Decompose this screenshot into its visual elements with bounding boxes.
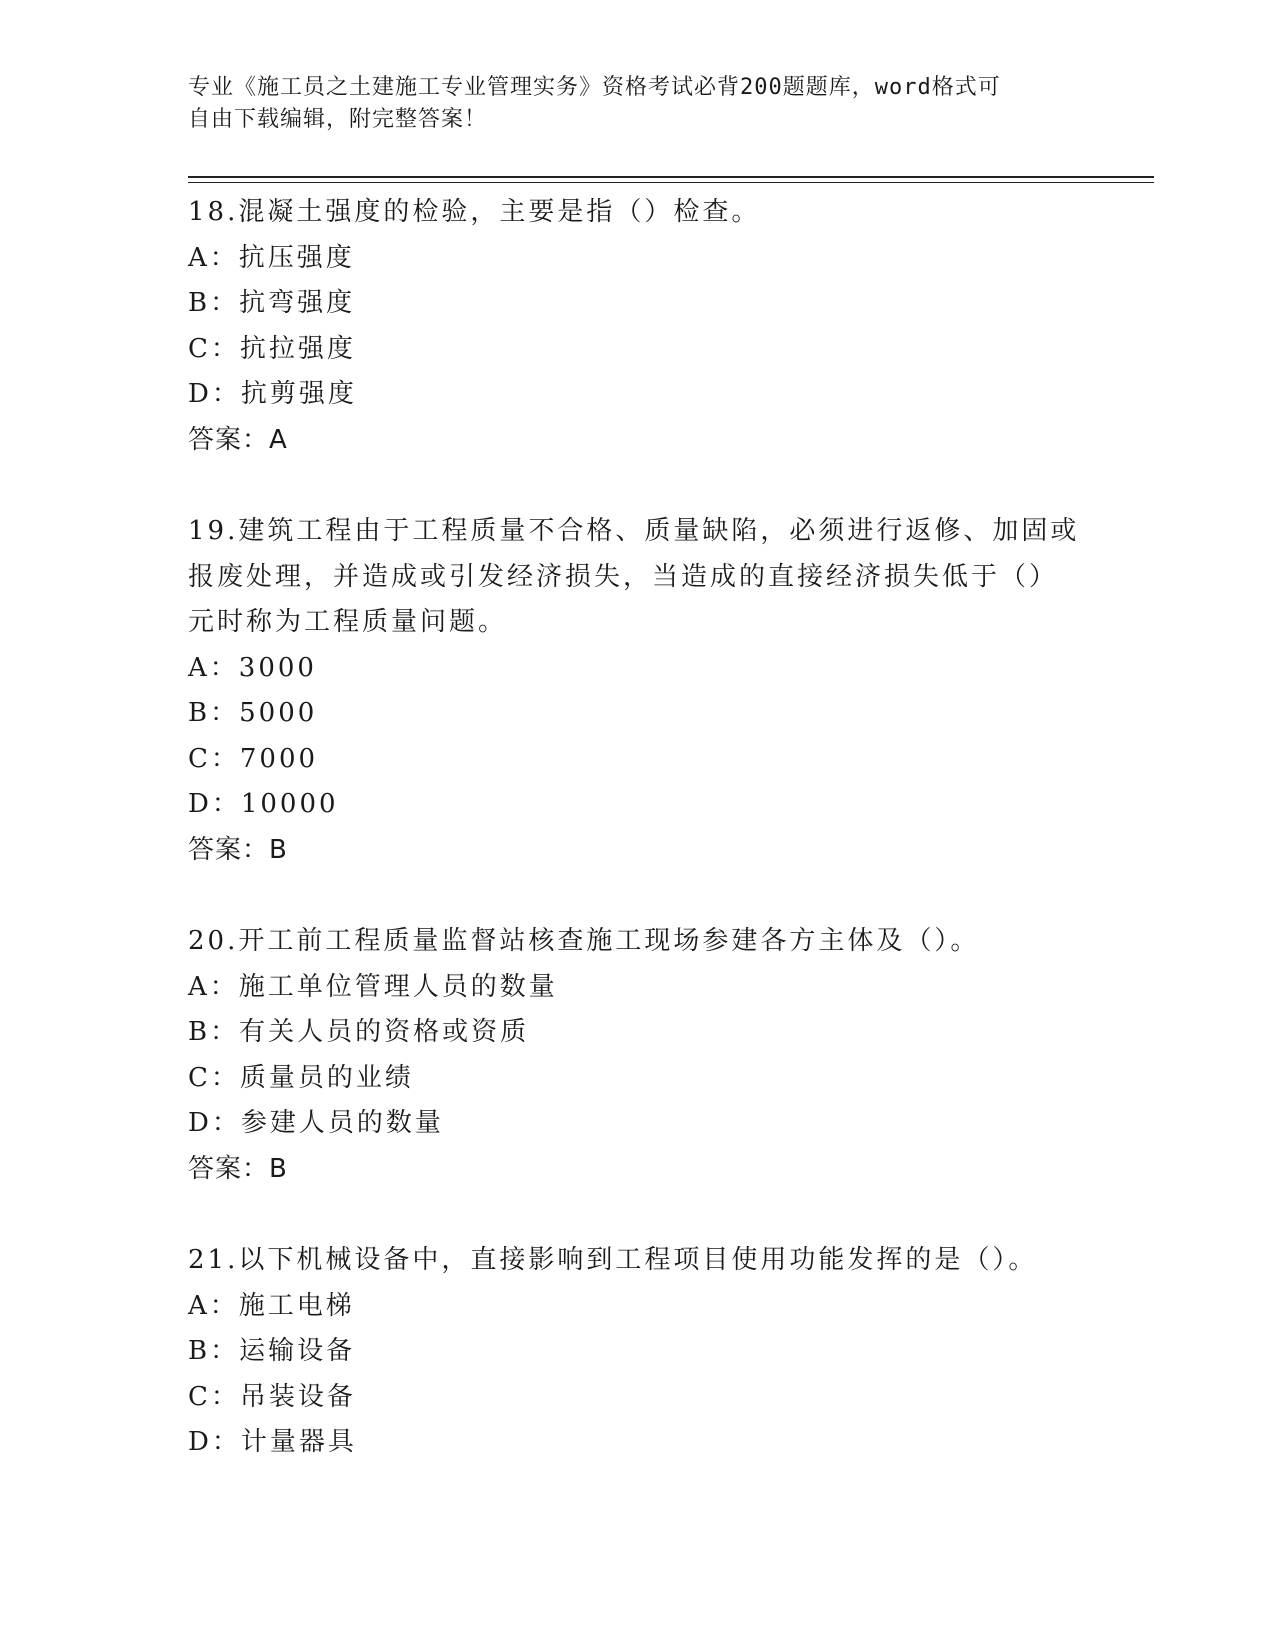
option-c: C：质量员的业绩 — [188, 1062, 414, 1093]
option-a: A：抗压强度 — [188, 242, 355, 273]
header-rule-thick — [188, 176, 1154, 178]
answer-label: 答案：B — [188, 1153, 288, 1184]
option-c: C：吊装设备 — [188, 1381, 356, 1412]
option-c: C：抗拉强度 — [188, 333, 356, 364]
question-stem-line-3: 元时称为工程质量问题。 — [188, 607, 508, 637]
header-line-1: 专业《施工员之土建施工专业管理实务》资格考试必背200题题库，word格式可 — [188, 75, 1001, 100]
option-d: D：10000 — [188, 789, 339, 819]
question-stem: 20.开工前工程质量监督站核查施工现场参建各方主体及（）。 — [188, 926, 980, 956]
option-b: B：5000 — [188, 698, 318, 728]
question-21 — [188, 1238, 1088, 1466]
question-18 — [188, 190, 1088, 463]
question-stem: 21.以下机械设备中，直接影响到工程项目使用功能发挥的是（）。 — [188, 1245, 1038, 1275]
option-b: B：运输设备 — [188, 1336, 356, 1366]
answer-label: 答案：B — [188, 834, 288, 865]
option-d: D：抗剪强度 — [188, 379, 357, 409]
question-stem-line-1: 19.建筑工程由于工程质量不合格、质量缺陷，必须进行返修、加固或 — [188, 516, 1080, 546]
option-a: A：施工电梯 — [188, 1290, 355, 1321]
question-20 — [188, 919, 1088, 1192]
option-d: D：计量器具 — [188, 1427, 357, 1457]
option-b: B：抗弯强度 — [188, 288, 356, 318]
question-stem-line-2: 报废处理，并造成或引发经济损失，当造成的直接经济损失低于（） — [188, 561, 1059, 592]
question-list — [188, 190, 1088, 1512]
option-a: A：3000 — [188, 652, 317, 683]
option-b: B：有关人员的资格或资质 — [188, 1017, 530, 1047]
question-stem: 18.混凝土强度的检验，主要是指（）检查。 — [188, 197, 761, 227]
header-rule-thin — [188, 182, 1154, 183]
option-c: C：7000 — [188, 743, 319, 774]
question-19 — [188, 509, 1088, 873]
document-header — [188, 72, 1068, 136]
header-line-2: 自由下载编辑，附完整答案！ — [188, 107, 488, 132]
option-a: A：施工单位管理人员的数量 — [188, 971, 558, 1002]
option-d: D：参建人员的数量 — [188, 1108, 444, 1138]
answer-label: 答案：A — [188, 424, 288, 455]
